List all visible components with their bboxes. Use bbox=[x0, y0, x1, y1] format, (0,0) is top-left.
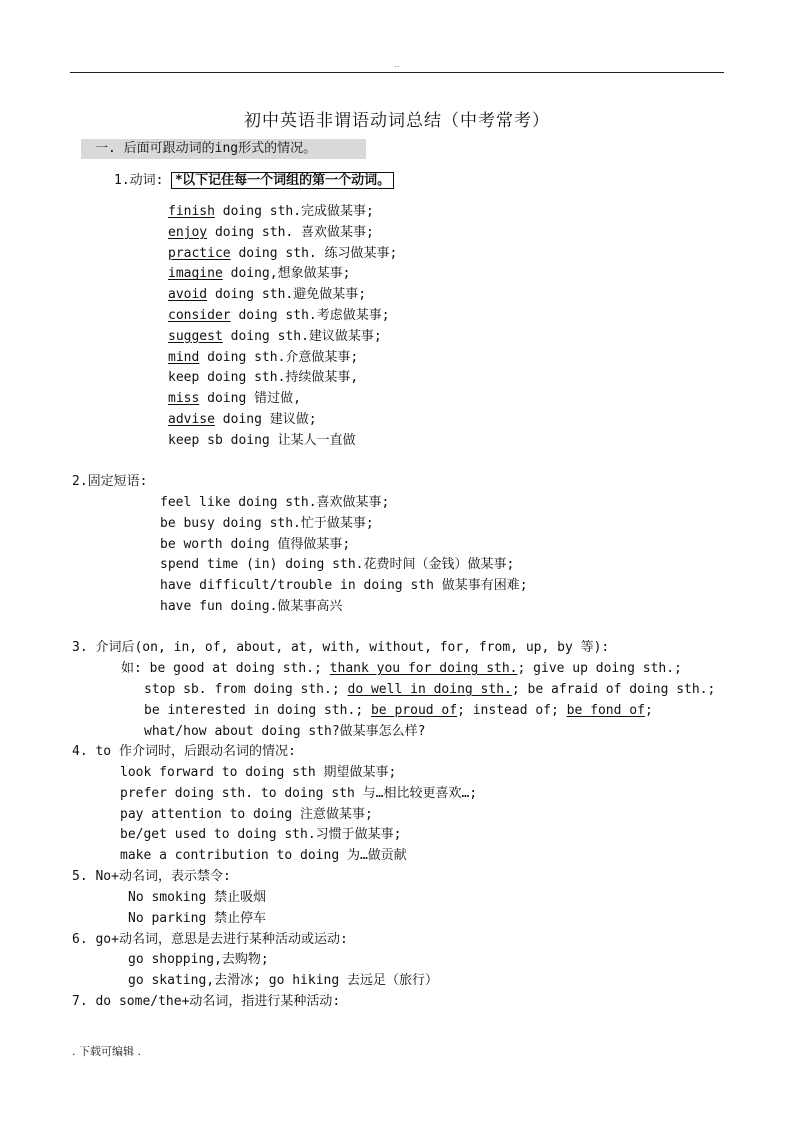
prep-underlined: be fond of bbox=[566, 703, 645, 718]
verb-keyword: practice bbox=[168, 245, 231, 261]
verb-item bbox=[168, 432, 356, 450]
prep-underlined: thank you for doing sth. bbox=[329, 661, 518, 676]
header-dots: .. bbox=[394, 60, 400, 69]
prepositions-label: 3. 介词后(on, in, of, about, at, with, without, for, from, up, by 等): bbox=[72, 640, 610, 655]
to-prep-item: pay attention to doing 注意做某事; bbox=[120, 806, 373, 822]
verb-item bbox=[168, 349, 358, 367]
verb-meaning: keep doing sth.持续做某事, bbox=[168, 370, 359, 386]
verb-meaning: doing sth.避免做某事; bbox=[207, 287, 367, 303]
verb-item bbox=[168, 203, 374, 221]
phrase-item: be worth doing 值得做某事; bbox=[160, 536, 351, 552]
section-heading: 一. 后面可跟动词的ing形式的情况。 bbox=[81, 139, 366, 159]
phrase-item: have difficult/trouble in doing sth 做某事有困难; bbox=[160, 578, 528, 594]
prep-text: ; be afraid of doing sth.; bbox=[511, 682, 716, 697]
verb-item bbox=[168, 245, 397, 263]
verb-item bbox=[168, 265, 350, 283]
go-gerund-item: go shopping,去购物; bbox=[128, 952, 269, 967]
prep-text: 如: be good at doing sth.; bbox=[121, 661, 330, 676]
do-gerund-label: 7. do some/the+动名词，指进行某种活动: bbox=[72, 994, 341, 1009]
verb-keyword: consider bbox=[168, 308, 231, 323]
phrase-item: feel like doing sth.喜欢做某事; bbox=[160, 495, 390, 510]
verb-meaning: doing sth. 喜欢做某事; bbox=[207, 224, 374, 240]
verbs-heading bbox=[114, 172, 394, 190]
prep-text: ; give up doing sth.; bbox=[517, 661, 682, 676]
verb-item bbox=[168, 286, 366, 304]
prep-line-2 bbox=[144, 681, 715, 699]
to-prep-item: look forward to doing sth 期望做某事; bbox=[120, 765, 397, 780]
prep-text: stop sb. from doing sth.; bbox=[144, 682, 348, 697]
verbs-note-box: *以下记住每一个词组的第一个动词。 bbox=[171, 172, 394, 189]
prep-underlined: be proud of bbox=[370, 703, 458, 718]
phrase-item: be busy doing sth.忙于做某事; bbox=[160, 515, 374, 531]
verb-meaning: keep sb doing 让某人一直做 bbox=[168, 432, 356, 448]
prep-line-4: what/how about doing sth?做某事怎么样? bbox=[144, 724, 426, 739]
verb-keyword: imagine bbox=[168, 266, 223, 282]
verb-keyword: finish bbox=[168, 204, 215, 219]
page-title: 初中英语非谓语动词总结（中考常考） bbox=[244, 111, 550, 131]
to-prep-label: 4. to 作介词时，后跟动名词的情况: bbox=[72, 744, 296, 759]
phrase-item: spend time (in) doing sth.花费时间（金钱）做某事; bbox=[160, 557, 515, 573]
verbs-label: 1.动词: bbox=[114, 173, 164, 188]
verb-keyword: mind bbox=[168, 349, 200, 365]
verb-item bbox=[168, 328, 382, 346]
prep-line-3 bbox=[144, 702, 653, 720]
verb-keyword: advise bbox=[168, 412, 215, 427]
verb-meaning: doing sth.建议做某事; bbox=[222, 328, 382, 344]
prep-text: ; instead of; bbox=[457, 703, 567, 718]
verb-meaning: doing 建议做; bbox=[214, 412, 317, 427]
verb-item bbox=[168, 369, 358, 387]
verb-meaning: doing,想象做某事; bbox=[222, 266, 351, 282]
verb-meaning: doing sth.考虑做某事; bbox=[230, 308, 390, 323]
go-gerund-item: go skating,去滑冰; go hiking 去远足（旅行） bbox=[128, 972, 439, 988]
verb-item bbox=[168, 390, 301, 408]
header-rule bbox=[70, 72, 724, 73]
prep-underlined: do well in doing sth. bbox=[347, 682, 512, 697]
to-prep-item: make a contribution to doing 为…做贡献 bbox=[120, 848, 407, 864]
verb-item bbox=[168, 307, 390, 325]
footer-note: . 下载可编辑 . bbox=[72, 1045, 141, 1058]
phrase-item: have fun doing.做某事高兴 bbox=[160, 599, 343, 614]
go-gerund-label: 6. go+动名词，意思是去进行某种活动或运动: bbox=[72, 932, 348, 947]
to-prep-item: be/get used to doing sth.习惯于做某事; bbox=[120, 827, 402, 843]
verb-meaning: doing sth. 练习做某事; bbox=[230, 245, 398, 261]
phrases-label: 2.固定短语: bbox=[72, 474, 148, 489]
prohibition-item: No smoking 禁止吸烟 bbox=[128, 890, 267, 905]
verb-meaning: doing sth.完成做某事; bbox=[214, 204, 374, 219]
verb-meaning: doing 错过做, bbox=[199, 391, 301, 407]
prohibition-label: 5. No+动名词，表示禁令: bbox=[72, 869, 231, 884]
verb-keyword: miss bbox=[168, 391, 200, 407]
verb-keyword: enjoy bbox=[168, 224, 208, 240]
prep-line-1 bbox=[121, 660, 682, 678]
verb-meaning: doing sth.介意做某事; bbox=[199, 349, 359, 365]
prep-text: ; bbox=[644, 703, 653, 718]
verb-item bbox=[168, 411, 317, 429]
verb-item bbox=[168, 224, 374, 242]
verb-keyword: avoid bbox=[168, 287, 208, 303]
to-prep-item: prefer doing sth. to doing sth 与…相比较更喜欢…; bbox=[120, 785, 478, 801]
prep-text: be interested in doing sth.; bbox=[144, 703, 371, 718]
prohibition-item: No parking 禁止停车 bbox=[128, 910, 267, 926]
verb-keyword: suggest bbox=[168, 328, 223, 344]
